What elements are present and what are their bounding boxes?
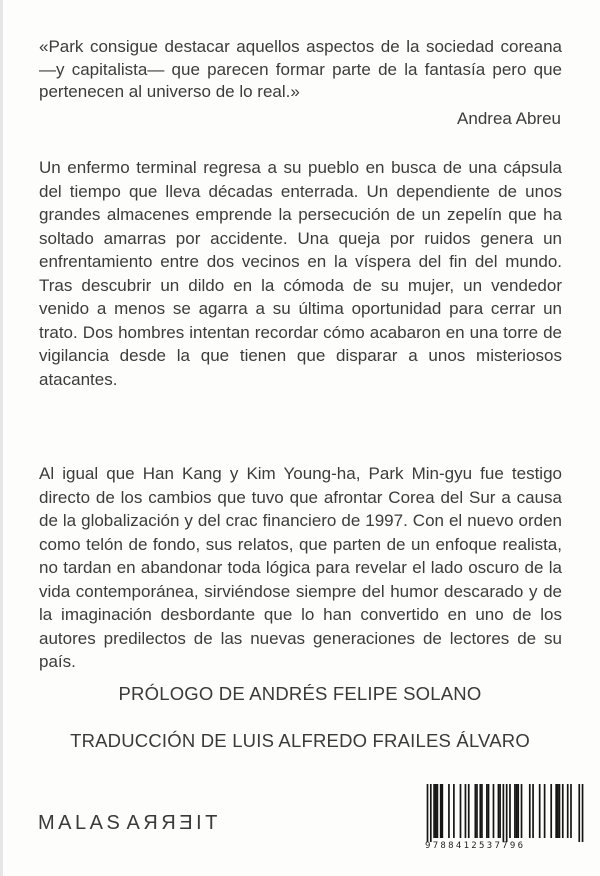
- barcode-bar: [562, 784, 564, 838]
- barcode-bar: [514, 784, 516, 838]
- translation-credit: TRADUCCIÓN DE LUIS ALFREDO FRAILES ÁLVARO: [70, 730, 530, 751]
- barcode-bar: [481, 784, 483, 838]
- barcode-bar: [521, 784, 523, 838]
- barcode-bar: [559, 784, 561, 838]
- barcode-bar: [493, 784, 495, 838]
- barcode-bar: [427, 784, 429, 842]
- quote-author: Andrea Abreu: [457, 109, 561, 128]
- barcode-bar: [437, 784, 439, 838]
- barcode-bar: [555, 784, 557, 838]
- publisher-name-part1: MALAS: [38, 812, 124, 834]
- synopsis-paragraph-2: Al igual que Han Kang y Kim Young-ha, Park Min-gyu fue testigo directo de los cambios que tuvo que afrontar Corea del Sur a causa de la globalización y del crac financiero de 1997. Con el nuevo orden como telón de fondo, sus relatos, que parten de un enfoque realista, no tardan en abandonar toda lógica para revelar el lado oscuro de la vida contemporánea, sirviéndose siempre del humor descarado y de la imaginación desbordante que lo han convertido en uno de los autores predilectos de las nuevas generaciones de lectores de su país.: [39, 464, 562, 671]
- barcode-bar: [499, 784, 501, 838]
- barcode-bar: [448, 784, 450, 838]
- barcode-bar: [430, 784, 432, 842]
- prologue-credit: PRÓLOGO DE ANDRÉS FELIPE SOLANO: [118, 683, 482, 704]
- synopsis-paragraph-1: Un enfermo terminal regresa a su pueblo en busca de una cápsula del tiempo que lleva décadas enterrada. Un dependiente de unos grandes almacenes emprende la persecución de un zepelín que ha soltado amarras por accidente. Una queja por ruidos genera un enfrentamiento entre dos vecinos en la víspera del fin del mundo. Tras descubrir un dildo en la cómoda de su mujer, un vendedor venido a menos se agarra a su última oportunidad para cerrar un trato. Dos hombres intentan recordar cómo acabaron en una torre de vigilancia desde la que tienen que disparar a unos misteriosos atacantes.: [39, 158, 562, 389]
- isbn-number: 9788412537796: [425, 841, 526, 851]
- barcode-bar: [433, 784, 435, 838]
- barcode-bar: [532, 784, 534, 838]
- barcode-bar: [460, 784, 462, 838]
- barcode-bar: [503, 784, 505, 842]
- barcode-bar: [479, 784, 481, 838]
- barcode-bar: [465, 784, 467, 838]
- barcode-bar: [440, 784, 442, 838]
- barcode-bar: [486, 784, 488, 838]
- barcode-bar: [539, 784, 541, 838]
- barcode-bar: [441, 784, 443, 838]
- barcode-bar: [578, 784, 580, 842]
- barcode-bar: [567, 784, 569, 838]
- barcode-bar: [498, 784, 500, 838]
- barcode-bar: [516, 784, 518, 838]
- barcode-bars: [425, 784, 585, 842]
- barcode-bar: [582, 784, 584, 842]
- barcode-bar: [468, 784, 470, 838]
- barcode-bar: [474, 784, 476, 838]
- barcode-bar: [488, 784, 490, 838]
- barcode-bar: [529, 784, 531, 838]
- barcode-bar: [517, 784, 519, 838]
- barcode-bar: [506, 784, 508, 842]
- barcode-bar: [476, 784, 478, 838]
- barcode-bar: [557, 784, 559, 838]
- barcode-bar: [550, 784, 552, 838]
- barcode-bar: [435, 784, 437, 838]
- barcode-bar: [544, 784, 546, 838]
- barcode-bar: [509, 784, 511, 838]
- barcode-bar: [570, 784, 572, 838]
- publisher-name-part2-mirrored: TIERRA: [123, 812, 218, 834]
- barcode-bar: [453, 784, 455, 838]
- isbn-barcode: [425, 784, 585, 854]
- publisher-logo: [38, 812, 218, 835]
- blurb-quote: «Park consigue destacar aquellos aspectos de la sociedad coreana —y capitalista— que parecen formar parte de la fantasía pero que pertenecen al universo de lo real.»: [39, 37, 562, 101]
